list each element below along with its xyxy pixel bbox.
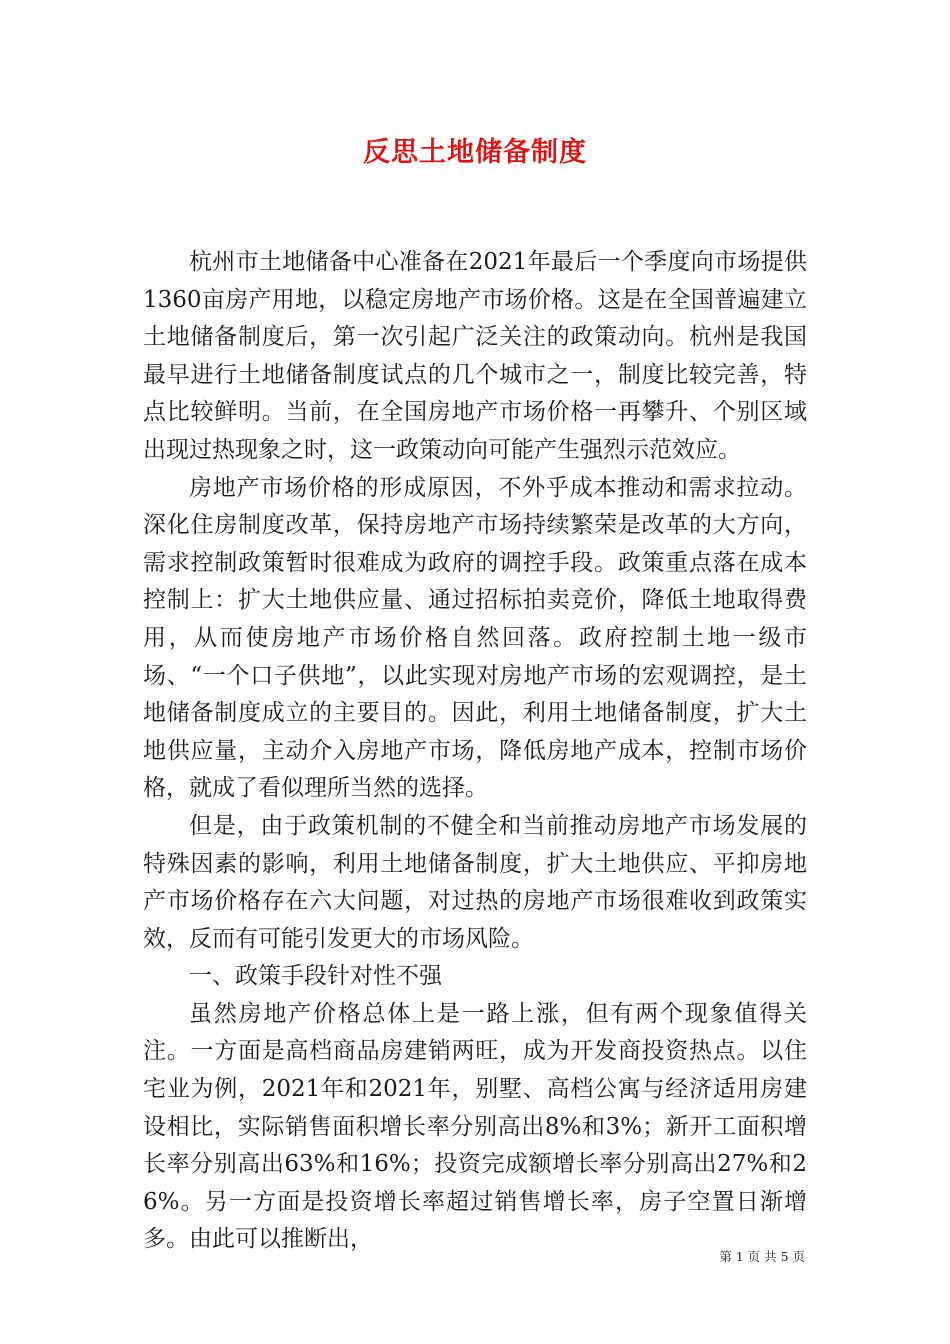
document-body xyxy=(143,244,807,1259)
paragraph-1: 杭州市土地储备中心准备在2021年最后一个季度向市场提供1360亩房产用地，以稳定房地产市场价格。这是在全国普遍建立土地储备制度后，第一次引起广泛关注的政策动向。杭州是我国最早进行土地储备制度试点的几个城市之一，制度比较完善，特点比较鲜明。当前，在全国房地产市场价格一再攀升、个别区域出现过热现象之时，这一政策动向可能产生强烈示范效应。 xyxy=(143,249,807,463)
page-number-footer: 第 1 页 共 5 页 xyxy=(719,1249,805,1264)
document-title: 反思土地储备制度 xyxy=(363,137,587,168)
section-heading-1: 一、政策手段针对性不强 xyxy=(189,963,442,990)
paragraph-3: 但是，由于政策机制的不健全和当前推动房地产市场发展的特殊因素的影响，利用土地储备制度，扩大土地供应、平抑房地产市场价格存在六大问题，对过热的房地产市场很难收到政策实效，反而有可能引发更大的市场风险。 xyxy=(143,812,807,952)
paragraph-2: 房地产市场价格的形成原因，不外乎成本推动和需求拉动。深化住房制度改革，保持房地产市场持续繁荣是改革的大方向，需求控制政策暂时很难成为政府的调控手段。政策重点落在成本控制上：扩大土地供应量、通过招标拍卖竞价，降低土地取得费用，从而使房地产市场价格自然回落。政府控制土地一级市场、“一个口子供地”，以此实现对房地产市场的宏观调控，是土地储备制度成立的主要目的。因此，利用土地储备制度，扩大土地供应量，主动介入房地产市场，降低房地产成本，控制市场价格，就成了看似理所当然的选择。 xyxy=(143,474,807,802)
paragraph-4: 虽然房地产价格总体上是一路上涨，但有两个现象值得关注。一方面是高档商品房建销两旺，成为开发商投资热点。以住宅业为例，2021年和2021年，别墅、高档公寓与经济适用房建设相比，实际销售面积增长率分别高出8%和3%；新开工面积增长率分别高出63%和16%；投资完成额增长率分别高出27%和26%。另一方面是投资增长率超过销售增长率，房子空置日渐增多。由此可以推断出， xyxy=(143,1000,807,1253)
